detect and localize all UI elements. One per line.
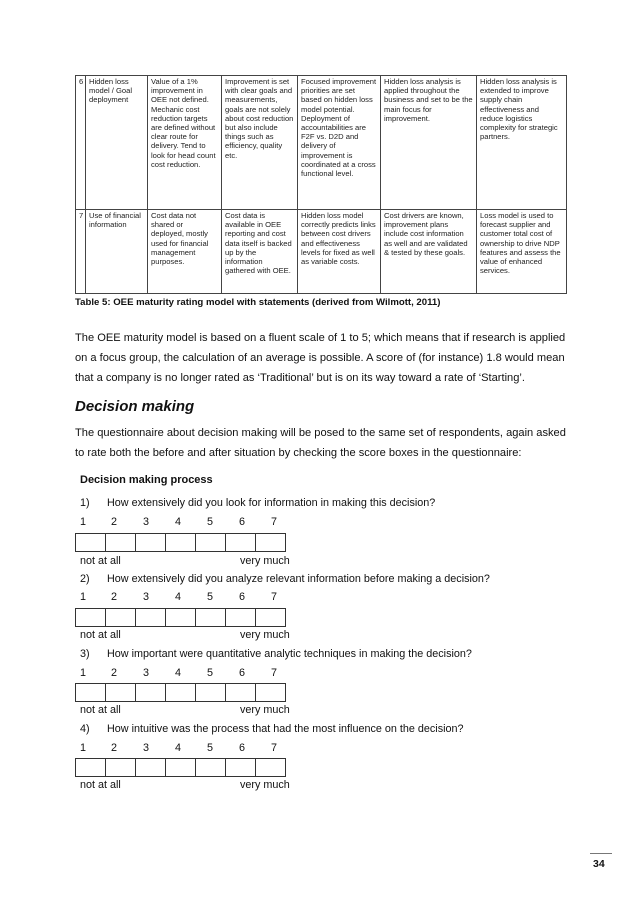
question-number: 1) [80, 497, 90, 509]
score-box[interactable] [135, 533, 166, 552]
score-box[interactable] [225, 758, 256, 777]
level-cell: Hidden loss model correctly predicts links between cost drivers and effectiveness levels for fixed as well as variable costs. [298, 210, 381, 294]
oee-maturity-table [75, 75, 567, 294]
scale-1: 1 [80, 667, 87, 679]
score-box[interactable] [165, 683, 196, 702]
scale-5: 5 [207, 742, 214, 754]
score-box[interactable] [135, 683, 166, 702]
question-number: 4) [80, 723, 90, 735]
score-box[interactable] [75, 683, 106, 702]
score-box[interactable] [135, 608, 166, 627]
score-boxes [75, 683, 286, 702]
score-box[interactable] [195, 683, 226, 702]
table-row [76, 210, 567, 294]
table-row [76, 76, 567, 210]
level-cell: Loss model is used to forecast supplier and customer total cost of ownership to drive NDP features and assess the value of enhanced services. [477, 210, 567, 294]
score-box[interactable] [165, 533, 196, 552]
level-cell: Hidden loss analysis is extended to improve supply chain effectiveness and reduce logistics complexity for strategic partners. [477, 76, 567, 210]
scale-7: 7 [271, 667, 278, 679]
scale-numbers [80, 591, 300, 605]
level-cell: Cost drivers are known, improvement plans include cost information as well and are validated & tested by these goals. [381, 210, 477, 294]
scale-2: 2 [111, 516, 118, 528]
low-label: not at all [80, 555, 121, 567]
scale-4: 4 [175, 667, 182, 679]
level-cell: Cost data is available in OEE reporting and cost data itself is backed up by the information gathered with OEE. [222, 210, 298, 294]
question-1 [80, 497, 435, 509]
score-box[interactable] [135, 758, 166, 777]
score-box[interactable] [195, 533, 226, 552]
row-dimension: Use of financial information [86, 210, 148, 294]
score-box[interactable] [255, 683, 286, 702]
score-box[interactable] [255, 608, 286, 627]
scale-2: 2 [111, 667, 118, 679]
low-label: not at all [80, 779, 121, 791]
scale-5: 5 [207, 591, 214, 603]
scale-6: 6 [239, 591, 246, 603]
high-label: very much [240, 704, 290, 716]
score-box[interactable] [165, 608, 196, 627]
row-number: 6 [76, 76, 86, 210]
score-box[interactable] [165, 758, 196, 777]
scale-3: 3 [143, 591, 150, 603]
question-3 [80, 648, 472, 660]
score-box[interactable] [75, 758, 106, 777]
paragraph-maturity-scale: The OEE maturity model is based on a fluent scale of 1 to 5; which means that if research is applied on a focus group, the calculation of an average is possible. A score of (for instance) 1.8 would mean that a company is no longer rated as ‘Traditional’ but is on its way toward a rate of ‘Starting’. [75, 332, 566, 384]
score-box[interactable] [105, 608, 136, 627]
score-box[interactable] [105, 683, 136, 702]
score-box[interactable] [255, 758, 286, 777]
row-dimension: Hidden loss model / Goal deployment [86, 76, 148, 210]
scale-4: 4 [175, 742, 182, 754]
scale-7: 7 [271, 591, 278, 603]
scale-6: 6 [239, 516, 246, 528]
scale-7: 7 [271, 742, 278, 754]
scale-2: 2 [111, 591, 118, 603]
question-text: How extensively did you look for information in making this decision? [107, 497, 436, 509]
process-title: Decision making process [80, 474, 213, 486]
footer-rule [590, 853, 612, 854]
score-box[interactable] [195, 758, 226, 777]
question-text: How intuitive was the process that had the most influence on the decision? [107, 723, 464, 735]
scale-4: 4 [175, 516, 182, 528]
score-box[interactable] [105, 758, 136, 777]
scale-1: 1 [80, 591, 87, 603]
table-caption: Table 5: OEE maturity rating model with statements (derived from Wilmott, 2011) [75, 297, 441, 308]
score-boxes [75, 533, 286, 552]
scale-5: 5 [207, 516, 214, 528]
question-text: How important were quantitative analytic techniques in making the decision? [107, 648, 472, 660]
level-cell: Focused improvement priorities are set based on hidden loss model potential. Deployment of accountabilities are F2F vs. D2D and delivery of improvement is coordinated at a cross functional level. [298, 76, 381, 210]
question-4 [80, 723, 464, 735]
scale-numbers [80, 667, 300, 681]
scale-4: 4 [175, 591, 182, 603]
scale-6: 6 [239, 742, 246, 754]
low-label: not at all [80, 629, 121, 641]
score-box[interactable] [75, 533, 106, 552]
low-label: not at all [80, 704, 121, 716]
scale-3: 3 [143, 742, 150, 754]
score-box[interactable] [105, 533, 136, 552]
score-box[interactable] [195, 608, 226, 627]
scale-3: 3 [143, 667, 150, 679]
level-cell: Hidden loss analysis is applied throughout the business and set to be the main focus for improvement. [381, 76, 477, 210]
question-text: How extensively did you analyze relevant information before making a decision? [107, 573, 490, 585]
score-box[interactable] [75, 608, 106, 627]
score-box[interactable] [225, 683, 256, 702]
question-number: 3) [80, 648, 90, 660]
row-number: 7 [76, 210, 86, 294]
page-number: 34 [593, 858, 605, 870]
scale-7: 7 [271, 516, 278, 528]
high-label: very much [240, 779, 290, 791]
paragraph-questionnaire: The questionnaire about decision making will be posed to the same set of respondents, again asked to rate both the before and after situation by checking the score boxes in the questionnaire: [75, 427, 566, 459]
section-heading: Decision making [75, 398, 195, 415]
score-box[interactable] [255, 533, 286, 552]
score-boxes [75, 758, 286, 777]
level-cell: Improvement is set with clear goals and measurements, goals are not solely about cost reduction but also include things such as efficiency, quality etc. [222, 76, 298, 210]
high-label: very much [240, 629, 290, 641]
score-box[interactable] [225, 608, 256, 627]
scale-numbers [80, 516, 300, 530]
level-cell: Value of a 1% improvement in OEE not defined. Mechanic cost reduction targets are defined without clear route for delivery. Tend to look for head count cost reduction. [148, 76, 222, 210]
high-label: very much [240, 555, 290, 567]
score-box[interactable] [225, 533, 256, 552]
scale-3: 3 [143, 516, 150, 528]
scale-numbers [80, 742, 300, 756]
scale-6: 6 [239, 667, 246, 679]
score-boxes [75, 608, 286, 627]
scale-5: 5 [207, 667, 214, 679]
scale-2: 2 [111, 742, 118, 754]
level-cell: Cost data not shared or deployed, mostly used for financial management purposes. [148, 210, 222, 294]
question-number: 2) [80, 573, 90, 585]
question-2 [80, 573, 490, 585]
scale-1: 1 [80, 516, 87, 528]
scale-1: 1 [80, 742, 87, 754]
